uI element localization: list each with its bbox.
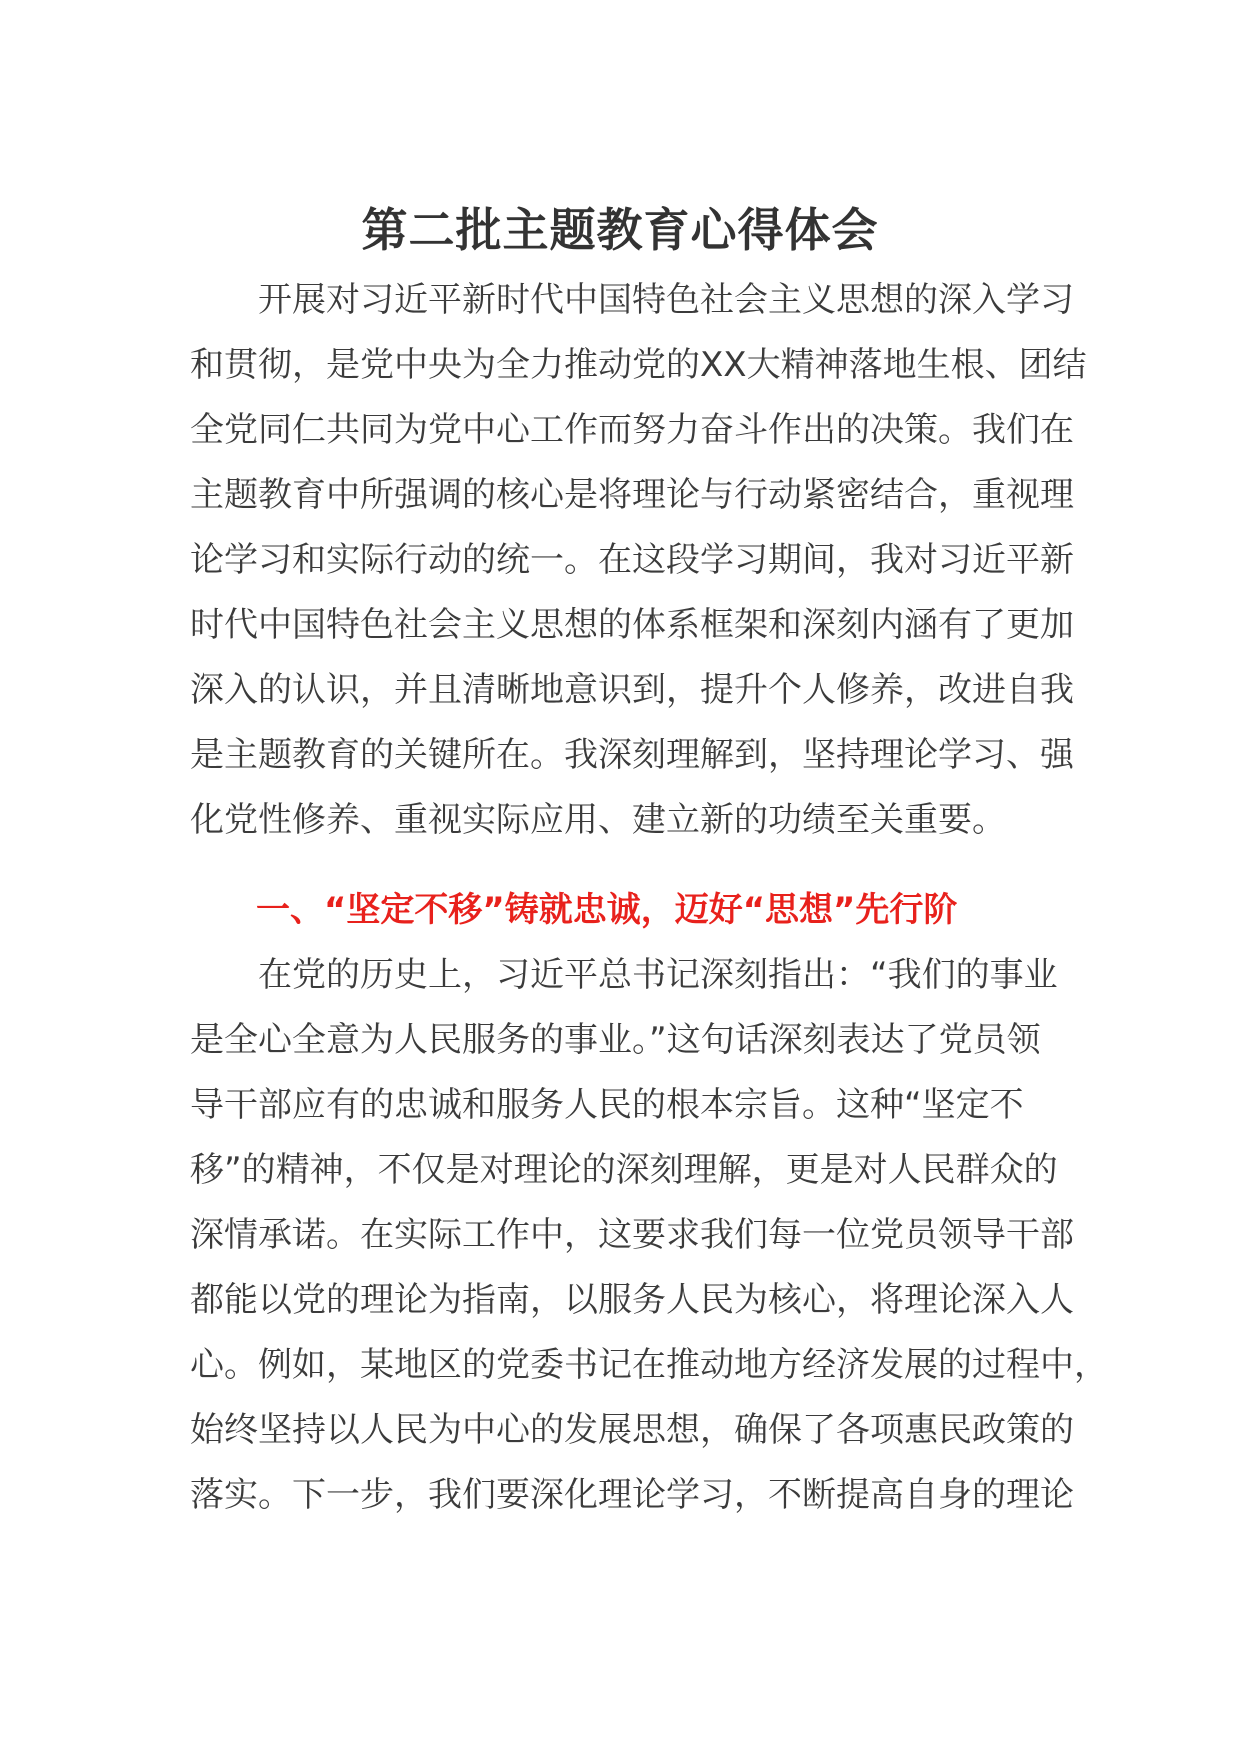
text-line: 论学习和实际行动的统一。在这段学习期间，我对习近平新 [190,540,1074,580]
text-line: 是主题教育的关键所在。我深刻理解到，坚持理论学习、强 [190,735,1074,775]
paragraph-section1 [190,943,1108,1528]
text-line: 都能以党的理论为指南，以服务人民为核心，将理论深入人 [190,1280,1074,1320]
text-line: 心。例如，某地区的党委书记在推动地方经济发展的过程中， [190,1345,1108,1385]
text-line: 化党性修养、重视实际应用、建立新的功绩至关重要。 [190,800,1006,840]
text-line: 和贯彻，是党中央为全力推动党的XX大精神落地生根、团结 [190,345,1087,385]
text-line: 开展对习近平新时代中国特色社会主义思想的深入学习 [258,280,1074,320]
text-line: 主题教育中所强调的核心是将理论与行动紧密结合，重视理 [190,475,1074,515]
text-line: 是全心全意为人民服务的事业。”这句话深刻表达了党员领 [190,1020,1041,1060]
text-line: 落实。下一步，我们要深化理论学习，不断提高自身的理论 [190,1475,1074,1515]
text-line: 全党同仁共同为党中心工作而努力奋斗作出的决策。我们在 [190,410,1074,450]
text-line: 深情承诺。在实际工作中，这要求我们每一位党员领导干部 [190,1215,1074,1255]
text-line: 在党的历史上，习近平总书记深刻指出：“我们的事业 [258,955,1058,995]
paragraph-intro [190,268,1087,853]
page-title: 第二批主题教育心得体会 [361,203,879,257]
text-line: 始终坚持以人民为中心的发展思想，确保了各项惠民政策的 [190,1410,1074,1450]
text-line: 深入的认识，并且清晰地意识到，提升个人修养，改进自我 [190,670,1074,710]
text-line: 导干部应有的忠诚和服务人民的根本宗旨。这种“坚定不 [190,1085,1024,1125]
text-line: 时代中国特色社会主义思想的体系框架和深刻内涵有了更加 [190,605,1074,645]
text-line: 移”的精神，不仅是对理论的深刻理解，更是对人民群众的 [190,1150,1058,1190]
section-heading: 一、“坚定不移”铸就忠诚，迈好“思想”先行阶 [256,890,958,930]
